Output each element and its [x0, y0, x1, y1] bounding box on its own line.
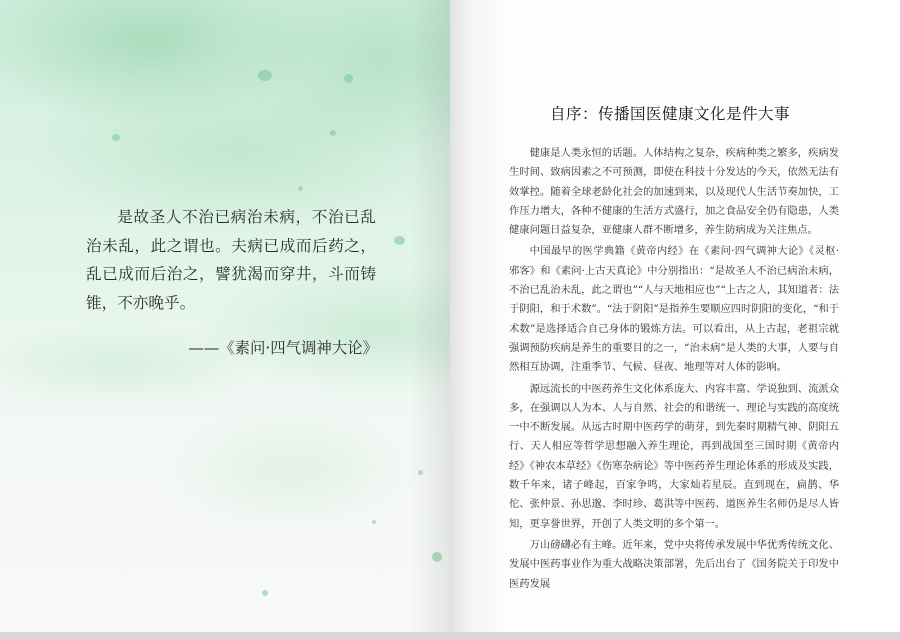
- ink-splash: [372, 520, 376, 524]
- paragraph: 万山磅礴必有主峰。近年来，党中央将传承发展中华优秀传统文化、发展中医药事业作为重大战略决策部署，先后出台了《国务院关于印发中医药发展: [509, 538, 839, 590]
- ink-splash: [112, 134, 120, 141]
- quote-source: ——《素问·四气调神大论》: [188, 339, 378, 357]
- ink-splash: [262, 590, 268, 596]
- classical-quote: 是故圣人不治已病治未病，不治已乱治未乱，此之谓也。夫病已成而后药之，乱已成而后治之，譬犹渴而穿井，斗而铸锥，不亦晚乎。: [86, 208, 376, 312]
- ink-splash: [330, 130, 336, 136]
- paragraph: 健康是人类永恒的话题。人体结构之复杂，疾病种类之繁多，疾病发生时间、致病因素之不可预测，即使在科技十分发达的今天，依然无法有效掌控。随着全球老龄化社会的加速到来，以及现代人生活节奏加快，工作压力增大，各种不健康的生活方式盛行，加之食品安全仍有隐患，人类健康问题日益复杂，亚健康人群不断增多，养生防病成为关注焦点。: [509, 147, 839, 237]
- ink-splash: [418, 470, 423, 475]
- ink-splash: [432, 552, 442, 562]
- ink-splash: [394, 236, 405, 245]
- paragraph: 源远流长的中医药养生文化体系庞大、内容丰富、学说独到、流派众多，在强调以人为本、人与自然、社会的和谐统一、理论与实践的高度统一中不断发展。从远古时期中医药学的萌芽，到先秦时期精气神、阴阳五行、天人相应等哲学思想融入养生理论，再到战国至三国时期《黄帝内经》《神农本草经》《伤寒杂病论》等中医药养生理论体系的形成及实践，数千年来，诸子峰起，百家争鸣，大家灿若星辰。直到现在，扁鹊、华佗、张仲景、孙思邈、李时珍、葛洪等中医药、道医养生名师仍是尽人皆知，更享誉世界，开创了人类文明的多个第一。: [509, 382, 839, 530]
- ink-splash: [298, 186, 303, 191]
- ink-splash: [344, 74, 353, 83]
- paragraph: 中国最早的医学典籍《黄帝内经》在《素问·四气调神大论》《灵枢·邪客》和《素问·上古天真论》中分别指出：“是故圣人不治已病治未病，不治已乱治未乱，此之谓也”“人与天地相应也”“上古之人，其知道者：法于阴阳，和于术数”。“法于阴阳”是指养生要顺应四时阴阳的变化，“和于术数”是选择适合自己身体的锻炼方法。可以看出，从上古起，老祖宗就强调预防疾病是养生的重要目的之一，“治未病”是人类的大事，人要与自然相互协调，注重季节、气候、昼夜、地理等对人体的影响。: [509, 245, 839, 374]
- chapter-title: 自序：传播国医健康文化是件大事: [549, 105, 790, 123]
- chapter-body: [509, 144, 839, 596]
- left-page: [0, 0, 450, 632]
- ink-splash: [258, 70, 272, 81]
- right-page: [450, 0, 900, 632]
